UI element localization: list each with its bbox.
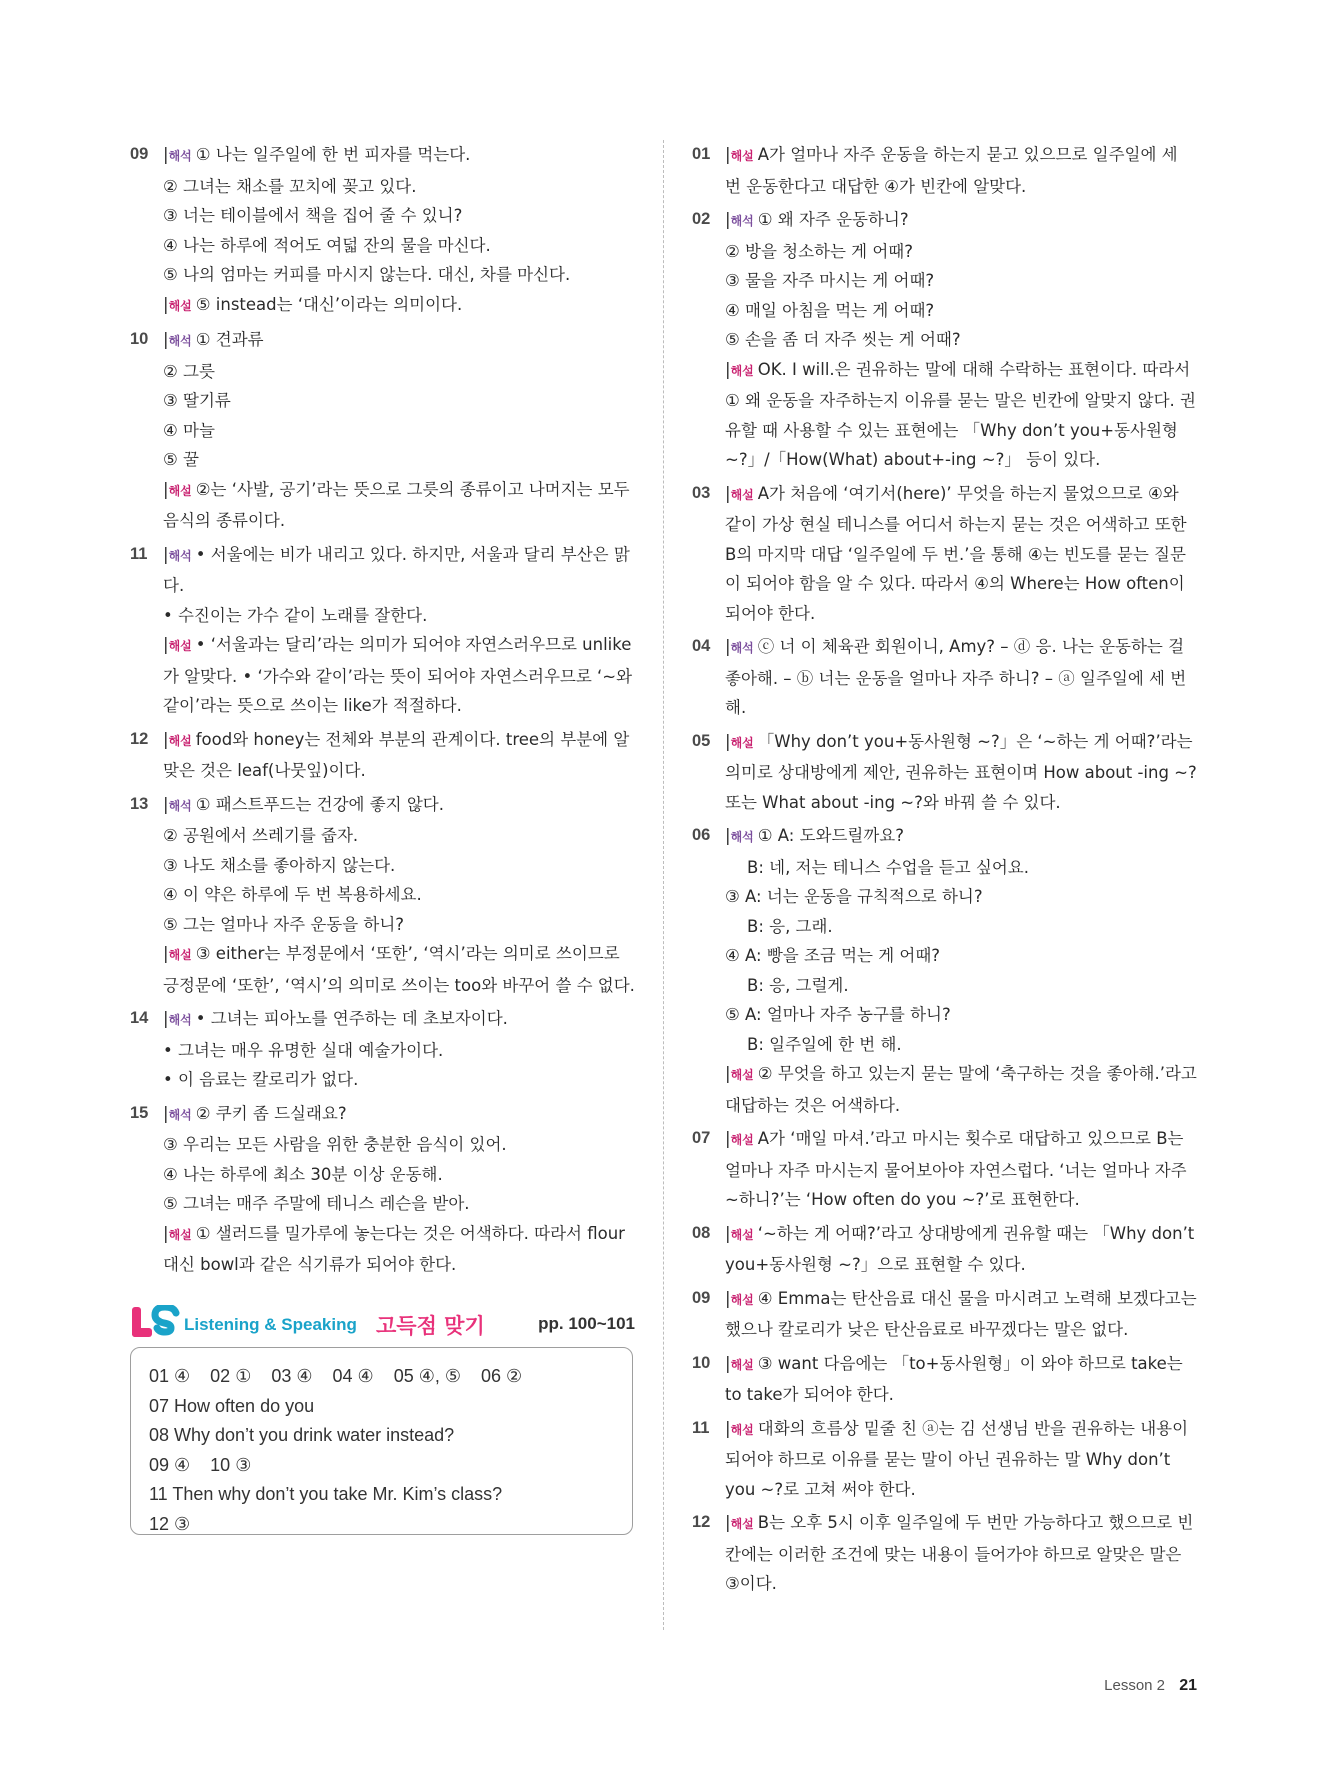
answer-entry: 09 ④	[149, 1454, 191, 1475]
explanation-line	[725, 266, 1197, 296]
item-number: 08	[692, 1223, 711, 1242]
item-number: 11	[692, 1418, 710, 1437]
explanation-text: ③ want 다음에는 「to+동사원형」이 와야 하므로 take는 to take가 되어야 한다.	[725, 1353, 1183, 1404]
answer-item-10	[692, 1349, 1197, 1410]
item-number: 06	[692, 826, 711, 844]
explanation-text: ‘∼하는 게 어때?’라고 상대방에게 권유할 때는 「Why don’t you+동사원형 ~?」으로 표현할 수 있다.	[725, 1223, 1195, 1274]
explanation-text: • 그녀는 매우 유명한 실대 예술가이다.	[163, 1040, 444, 1060]
answer-item-12	[692, 1508, 1197, 1599]
answer-entry: 08 Why don’t you drink water instead?	[149, 1425, 455, 1445]
explanation-text: ④ 나는 하루에 적어도 여덟 잔의 물을 마신다.	[163, 235, 491, 255]
ls-subtitle: Listening & Speaking	[184, 1315, 357, 1334]
explanation-line: |해설 「Why don’t you+동사원형 ~?」은 ‘∼하는 게 어때?’라는 의미로 상대방에게 제안, 권유하는 표현이며 How about -ing ~? 또는 What about -ing ~?와 바꿔 쓸 수 있다.	[725, 731, 1197, 812]
explanation-text: ④ Emma는 탄산음료 대신 물을 마시려고 노력해 보겠다고는 했으나 칼로리가 낮은 탄산음료로 바꾸겠다는 말은 없다.	[725, 1288, 1197, 1339]
explanation-line	[163, 1065, 635, 1095]
explanation-line: |해설 A가 ‘매일 마셔.’라고 마시는 횟수로 대답하고 있으므로 B는 얼마나 자주 마시는지 물어보아야 자연스럽다. ‘너는 얼마나 자주 ∼하니?’는 ‘How often do you ~?’로 표현한다.	[725, 1129, 1187, 1209]
lesson-label: Lesson 2	[1104, 1677, 1166, 1694]
explanation-line: |해석 ① 왜 자주 운동하니?	[725, 210, 909, 229]
explanation-text: • ‘서울과는 달리’라는 의미가 되어야 자연스러우므로 unlike가 알맞다. • ‘가수와 같이’라는 뜻이 되어야 자연스러우므로 ‘∼와 같이’라는 뜻으로 쓰이는 like가 적절하다.	[163, 635, 633, 715]
explanation-text: ④ 매일 아침을 먹는 게 어때?	[725, 300, 935, 320]
explanation-text: ⑤ 손을 좀 더 자주 씻는 게 어때?	[725, 330, 961, 349]
explanation-text: ② 공원에서 쓰레기를 줍자.	[163, 826, 359, 845]
explanation-text: ① 패스트푸드는 건강에 좋지 않다.	[195, 794, 444, 814]
explanation-line: |해설 • ‘서울과는 달리’라는 의미가 되어야 자연스러우므로 unlike가 알맞다. • ‘가수와 같이’라는 뜻이 되어야 자연스러우므로 ‘∼와 같이’라는 뜻으로 쓰이는 like가 적절하다.	[163, 635, 633, 715]
explanation-line	[163, 880, 635, 910]
answer-entry: 12 ③	[149, 1513, 191, 1534]
answer-entry: 04 ④	[332, 1366, 374, 1386]
explanation-text: • 수진이는 가수 같이 노래를 잘한다.	[163, 605, 428, 625]
answer-row	[149, 1392, 614, 1422]
item-number: 15	[130, 1103, 149, 1122]
explanation-text: ② 무엇을 하고 있는지 묻는 말에 ‘축구하는 것을 좋아해.’라고 대답하는 것은 어색하다.	[725, 1064, 1197, 1115]
explanation-line: |해석 • 서울에는 비가 내리고 있다. 하지만, 서울과 달리 부산은 맑다.	[163, 544, 630, 595]
explanation-text: ⑤ 나의 엄마는 커피를 마시지 않는다. 대신, 차를 마신다.	[163, 265, 571, 284]
explanation-line	[725, 882, 1197, 912]
explanation-tag: 해설	[168, 948, 192, 962]
translation-tag: 해석	[168, 1107, 192, 1122]
explanation-text: OK. I will.은 권유하는 말에 대해 수락하는 표현이다. 따라서 ① 왜 운동을 자주하는지 이유를 묻는 말은 빈칸에 알맞지 않다. 권유할 때 사용할 수 있는 표현에는 「Why don’t you+동사원형 ~?」/「How(What) about+-ing ~?」 등이 있다.	[725, 359, 1196, 469]
page-footer	[1104, 1677, 1197, 1695]
explanation-text: ② 쿠키 좀 드실래요?	[195, 1103, 347, 1123]
item-number: 12	[130, 729, 149, 748]
explanation-line	[725, 325, 1197, 355]
answer-entry: 03 ④	[271, 1366, 313, 1386]
answer-entry: 05 ④, ⑤	[393, 1366, 461, 1386]
answer-entry: 02 ①	[210, 1366, 252, 1386]
explanation-line: |해설 ④ Emma는 탄산음료 대신 물을 마시려고 노력해 보겠다고는 했으나 칼로리가 낮은 탄산음료로 바꾸겠다는 말은 없다.	[725, 1288, 1197, 1339]
explanation-line: |해설 ① 샐러드를 밀가루에 놓는다는 것은 어색하다. 따라서 flour 대신 bowl과 같은 식기류가 되어야 한다.	[163, 1223, 625, 1274]
answer-item-12	[130, 725, 635, 786]
answer-item-05	[692, 727, 1197, 818]
answer-row	[149, 1451, 614, 1481]
explanation-tag: 해설	[730, 1292, 754, 1307]
explanation-line	[725, 912, 1197, 942]
explanation-text: ③ 딸기류	[163, 391, 231, 410]
translation-tag: 해석	[730, 830, 754, 844]
explanation-line	[163, 386, 635, 416]
explanation-line: |해설 ③ either는 부정문에서 ‘또한’, ‘역시’라는 의미로 쓰이므로 긍정문에 ‘또한’, ‘역시’의 의미로 쓰이는 too와 바꾸어 쓸 수 없다.	[163, 944, 635, 995]
explanation-line: |해설 A가 얼마나 자주 운동을 하는지 묻고 있으므로 일주일에 세 번 운동한다고 대답한 ④가 빈칸에 알맞다.	[725, 145, 1178, 196]
explanation-tag: 해설	[730, 1422, 754, 1437]
explanation-line: |해설 ‘∼하는 게 어때?’라고 상대방에게 권유할 때는 「Why don’t you+동사원형 ~?」으로 표현할 수 있다.	[725, 1223, 1195, 1274]
explanation-tag: 해설	[730, 1068, 754, 1082]
item-number: 02	[692, 210, 711, 228]
explanation-text: ⑤ 그녀는 매주 주말에 테니스 레슨을 받아.	[163, 1194, 470, 1213]
answer-entry: 07 How often do you	[149, 1395, 315, 1416]
item-number: 03	[692, 483, 711, 502]
explanation-tag: 해설	[730, 1517, 754, 1531]
item-number: 14	[130, 1009, 149, 1027]
explanation-line: |해석 ① A: 도와드릴까요?	[725, 826, 904, 845]
explanation-line: |해석 ⓒ 너 이 체육관 회원이니, Amy? – ⓓ 응. 나는 운동하는 걸 좋아해. – ⓑ 너는 운동을 얼마나 자주 하니? – ⓐ 일주일에 세 번 해.	[725, 637, 1187, 717]
ls-section-header	[130, 1305, 635, 1341]
translation-tag: 해석	[168, 798, 192, 813]
explanation-line: |해석 ① 견과류	[163, 330, 264, 349]
translation-tag: 해석	[168, 548, 192, 563]
item-number: 01	[692, 145, 711, 163]
explanation-line: |해설 ②는 ‘사발, 공기’라는 뜻으로 그릇의 종류이고 나머지는 모두 음식의 종류이다.	[163, 479, 630, 530]
answer-entry: 10 ③	[210, 1454, 252, 1475]
explanation-line	[725, 296, 1197, 326]
explanation-text: ① 왜 자주 운동하니?	[757, 210, 909, 229]
answer-entry: 06 ②	[481, 1366, 523, 1386]
explanation-text: ⑤ instead는 ‘대신’이라는 의미이다.	[195, 294, 463, 314]
item-number: 09	[692, 1288, 711, 1307]
explanation-line: |해석 ② 쿠키 좀 드실래요?	[163, 1103, 347, 1123]
answer-row	[149, 1362, 614, 1392]
explanation-text: ⓒ 너 이 체육관 회원이니, Amy? – ⓓ 응. 나는 운동하는 걸 좋아해. – ⓑ 너는 운동을 얼마나 자주 하니? – ⓐ 일주일에 세 번 해.	[725, 637, 1187, 717]
explanation-tag: 해설	[730, 1357, 754, 1372]
explanation-line	[163, 601, 635, 631]
explanation-text: ② 방을 청소하는 게 어때?	[725, 241, 913, 261]
explanation-text: ③ A: 너는 운동을 규칙적으로 하니?	[725, 887, 983, 906]
answer-item-06	[692, 821, 1197, 1120]
explanation-text: ③ 우리는 모든 사람을 위한 충분한 음식이 있어.	[163, 1135, 507, 1154]
explanation-text: ② 그릇	[163, 361, 215, 381]
item-number: 04	[692, 637, 711, 655]
item-number: 05	[692, 731, 711, 750]
explanation-text: B: 응, 그래.	[747, 916, 833, 936]
explanation-text: ③ 나도 채소를 좋아하지 않는다.	[163, 855, 396, 875]
answer-item-03	[692, 479, 1197, 629]
explanation-line	[725, 237, 1197, 267]
explanation-tag: 해설	[730, 149, 754, 163]
explanation-tag: 해설	[168, 483, 192, 498]
answer-row	[149, 1510, 614, 1540]
explanation-line	[725, 1030, 1197, 1060]
item-number: 07	[692, 1129, 711, 1147]
explanation-tag: 해설	[730, 1133, 754, 1147]
explanation-text: B: 일주일에 한 번 해.	[747, 1034, 902, 1054]
page-number: 21	[1179, 1677, 1197, 1694]
explanation-text: ① 나는 일주일에 한 번 피자를 먹는다.	[195, 145, 471, 164]
item-number: 11	[130, 544, 148, 563]
explanation-line	[163, 445, 635, 475]
item-number: 12	[692, 1513, 711, 1531]
item-number: 10	[692, 1353, 711, 1372]
translation-tag: 해석	[168, 149, 192, 163]
explanation-text: ②는 ‘사발, 공기’라는 뜻으로 그릇의 종류이고 나머지는 모두 음식의 종류이다.	[163, 479, 630, 530]
explanation-tag: 해설	[730, 363, 754, 378]
explanation-tag: 해설	[168, 298, 192, 313]
answer-item-01	[692, 140, 1197, 201]
explanation-tag: 해설	[168, 639, 192, 653]
explanation-text: ④ A: 빵을 조금 먹는 게 어때?	[725, 946, 941, 965]
explanation-line: |해설 OK. I will.은 권유하는 말에 대해 수락하는 표현이다. 따라서 ① 왜 운동을 자주하는지 이유를 묻는 말은 빈칸에 알맞지 않다. 권유할 때 사용할 수 있는 표현에는 「Why don’t you+동사원형 ~?」/「How(What) about+-ing ~?」 등이 있다.	[725, 359, 1196, 469]
explanation-line	[725, 853, 1197, 883]
explanation-line: |해설 ⑤ instead는 ‘대신’이라는 의미이다.	[163, 294, 463, 314]
left-column	[130, 140, 635, 1284]
explanation-line: |해설 대화의 흐름상 밑줄 친 ⓐ는 김 선생님 반을 권유하는 내용이 되어야 하므로 이유를 묻는 말이 아닌 권유하는 말 Why don’t you ~?로 고쳐 써야 한다.	[725, 1418, 1189, 1499]
explanation-tag: 해설	[730, 1227, 754, 1242]
answer-item-07	[692, 1124, 1197, 1215]
explanation-line: |해설 ② 무엇을 하고 있는지 묻는 말에 ‘축구하는 것을 좋아해.’라고 대답하는 것은 어색하다.	[725, 1064, 1197, 1115]
explanation-text: ③ 물을 자주 마시는 게 어때?	[725, 271, 935, 290]
explanation-text: B: 응, 그럴게.	[747, 975, 849, 995]
explanation-line	[725, 941, 1197, 971]
translation-tag: 해석	[730, 641, 754, 655]
explanation-text: ④ 마늘	[163, 420, 215, 440]
explanation-text: B는 오후 5시 이후 일주일에 두 번만 가능하다고 했으므로 빈칸에는 이러한 조건에 맞는 내용이 들어가야 하므로 알맞은 말은 ③이다.	[725, 1513, 1194, 1593]
explanation-text: ④ 이 약은 하루에 두 번 복용하세요.	[163, 885, 422, 904]
answer-item-02	[692, 205, 1197, 475]
item-number: 10	[130, 330, 149, 348]
explanation-line	[163, 1160, 635, 1190]
explanation-line	[163, 260, 635, 290]
translation-tag: 해석	[730, 214, 754, 228]
explanation-text: ③ either는 부정문에서 ‘또한’, ‘역시’라는 의미로 쓰이므로 긍정문에 ‘또한’, ‘역시’의 의미로 쓰이는 too와 바꾸어 쓸 수 없다.	[163, 944, 635, 995]
explanation-line	[163, 172, 635, 202]
answer-entry: 11 Then why don’t you take Mr. Kim’s class?	[149, 1484, 503, 1504]
explanation-text: • 그녀는 피아노를 연주하는 데 초보자이다.	[195, 1009, 508, 1028]
explanation-line	[725, 1000, 1197, 1030]
answer-row	[149, 1421, 614, 1451]
answer-entry: 01 ④	[149, 1366, 191, 1386]
explanation-text: food와 honey는 전체와 부분의 관계이다. tree의 부분에 알맞은 것은 leaf(나뭇잎)이다.	[163, 729, 630, 780]
ls-title: 고득점 맞기	[376, 1314, 485, 1338]
explanation-line: |해석 ① 나는 일주일에 한 번 피자를 먹는다.	[163, 145, 471, 164]
explanation-text: 「Why don’t you+동사원형 ~?」은 ‘∼하는 게 어때?’라는 의미로 상대방에게 제안, 권유하는 표현이며 How about -ing ~? 또는 What about -ing ~?와 바꿔 쓸 수 있다.	[725, 731, 1197, 812]
explanation-text: B: 네, 저는 테니스 수업을 듣고 싶어요.	[747, 857, 1029, 877]
explanation-line: |해석 ① 패스트푸드는 건강에 좋지 않다.	[163, 794, 444, 814]
explanation-text: ① 샐러드를 밀가루에 놓는다는 것은 어색하다. 따라서 flour 대신 bowl과 같은 식기류가 되어야 한다.	[163, 1223, 625, 1274]
explanation-line	[163, 231, 635, 261]
ls-page-range: pp. 100~101	[538, 1314, 635, 1333]
explanation-text: ② 그녀는 채소를 꼬치에 꽂고 있다.	[163, 176, 417, 196]
explanation-text: ⑤ A: 얼마나 자주 농구를 하니?	[725, 1005, 951, 1024]
explanation-line	[163, 821, 635, 851]
answer-item-15	[130, 1099, 635, 1280]
explanation-line: |해설 A가 처음에 ‘여기서(here)’ 무엇을 하는지 물었으므로 ④와 같이 가상 현실 테니스를 어디서 하는지 묻는 것은 어색하고 또한 B의 마지막 대답 ‘일주일에 두 번.’을 통해 ④는 빈도를 묻는 질문이 되어야 함을 알 수 있다. 따라서 ④의 Where는 How often이 되어야 한다.	[725, 483, 1187, 623]
explanation-tag: 해설	[168, 1227, 192, 1242]
explanation-line	[163, 1130, 635, 1160]
explanation-tag: 해설	[168, 733, 192, 748]
explanation-text: • 서울에는 비가 내리고 있다. 하지만, 서울과 달리 부산은 맑다.	[163, 544, 630, 595]
answer-row	[149, 1480, 614, 1510]
explanation-text: A가 ‘매일 마셔.’라고 마시는 횟수로 대답하고 있으므로 B는 얼마나 자주 마시는지 물어보아야 자연스럽다. ‘너는 얼마나 자주 ∼하니?’는 ‘How often do you ~?’로 표현한다.	[725, 1129, 1187, 1209]
answer-item-08	[692, 1219, 1197, 1280]
explanation-text: ⑤ 그는 얼마나 자주 운동을 하니?	[163, 914, 405, 934]
explanation-tag: 해설	[730, 735, 754, 750]
item-number: 09	[130, 145, 149, 163]
explanation-line	[163, 416, 635, 446]
translation-tag: 해석	[168, 1013, 192, 1027]
explanation-text: ④ 나는 하루에 최소 30분 이상 운동해.	[163, 1164, 443, 1184]
column-divider	[663, 140, 664, 1630]
explanation-text: A가 처음에 ‘여기서(here)’ 무엇을 하는지 물었으므로 ④와 같이 가상 현실 테니스를 어디서 하는지 묻는 것은 어색하고 또한 B의 마지막 대답 ‘일주일에 두 번.’을 통해 ④는 빈도를 묻는 질문이 되어야 함을 알 수 있다. 따라서 ④의 Where는 How often이 되어야 한다.	[725, 483, 1187, 623]
explanation-line: |해설 food와 honey는 전체와 부분의 관계이다. tree의 부분에 알맞은 것은 leaf(나뭇잎)이다.	[163, 729, 630, 780]
translation-tag: 해석	[168, 334, 192, 348]
explanation-line	[163, 1036, 635, 1066]
answer-item-11	[692, 1414, 1197, 1505]
answer-item-04	[692, 632, 1197, 723]
explanation-line	[725, 971, 1197, 1001]
explanation-line	[163, 1189, 635, 1219]
explanation-text: • 이 음료는 칼로리가 없다.	[163, 1070, 359, 1089]
answer-item-13	[130, 790, 635, 1001]
explanation-text: ③ 너는 테이블에서 책을 집어 줄 수 있니?	[163, 206, 463, 225]
explanation-line: |해석 • 그녀는 피아노를 연주하는 데 초보자이다.	[163, 1009, 508, 1028]
answer-item-09	[692, 1284, 1197, 1345]
explanation-text: ① A: 도와드릴까요?	[757, 826, 904, 845]
answer-item-11	[130, 540, 635, 721]
answer-item-14	[130, 1004, 635, 1095]
explanation-text: ① 견과류	[195, 330, 264, 349]
explanation-text: ⑤ 꿀	[163, 450, 199, 469]
explanation-line: |해설 ③ want 다음에는 「to+동사원형」이 와야 하므로 take는 to take가 되어야 한다.	[725, 1353, 1183, 1404]
answer-item-10	[130, 325, 635, 536]
explanation-text: 대화의 흐름상 밑줄 친 ⓐ는 김 선생님 반을 권유하는 내용이 되어야 하므로 이유를 묻는 말이 아닌 권유하는 말 Why don’t you ~?로 고쳐 써야 한다.	[725, 1418, 1189, 1499]
explanation-line	[163, 357, 635, 387]
ls-logo-icon	[130, 1305, 180, 1339]
answer-item-09	[130, 140, 635, 321]
explanation-text: A가 얼마나 자주 운동을 하는지 묻고 있으므로 일주일에 세 번 운동한다고 대답한 ④가 빈칸에 알맞다.	[725, 145, 1178, 196]
explanation-line	[163, 851, 635, 881]
explanation-line	[163, 910, 635, 940]
answer-key-box	[130, 1347, 633, 1535]
explanation-line	[163, 201, 635, 231]
explanation-tag: 해설	[730, 487, 754, 502]
explanation-line: |해설 B는 오후 5시 이후 일주일에 두 번만 가능하다고 했으므로 빈칸에는 이러한 조건에 맞는 내용이 들어가야 하므로 알맞은 말은 ③이다.	[725, 1513, 1194, 1593]
right-column	[692, 140, 1197, 1603]
item-number: 13	[130, 794, 149, 813]
